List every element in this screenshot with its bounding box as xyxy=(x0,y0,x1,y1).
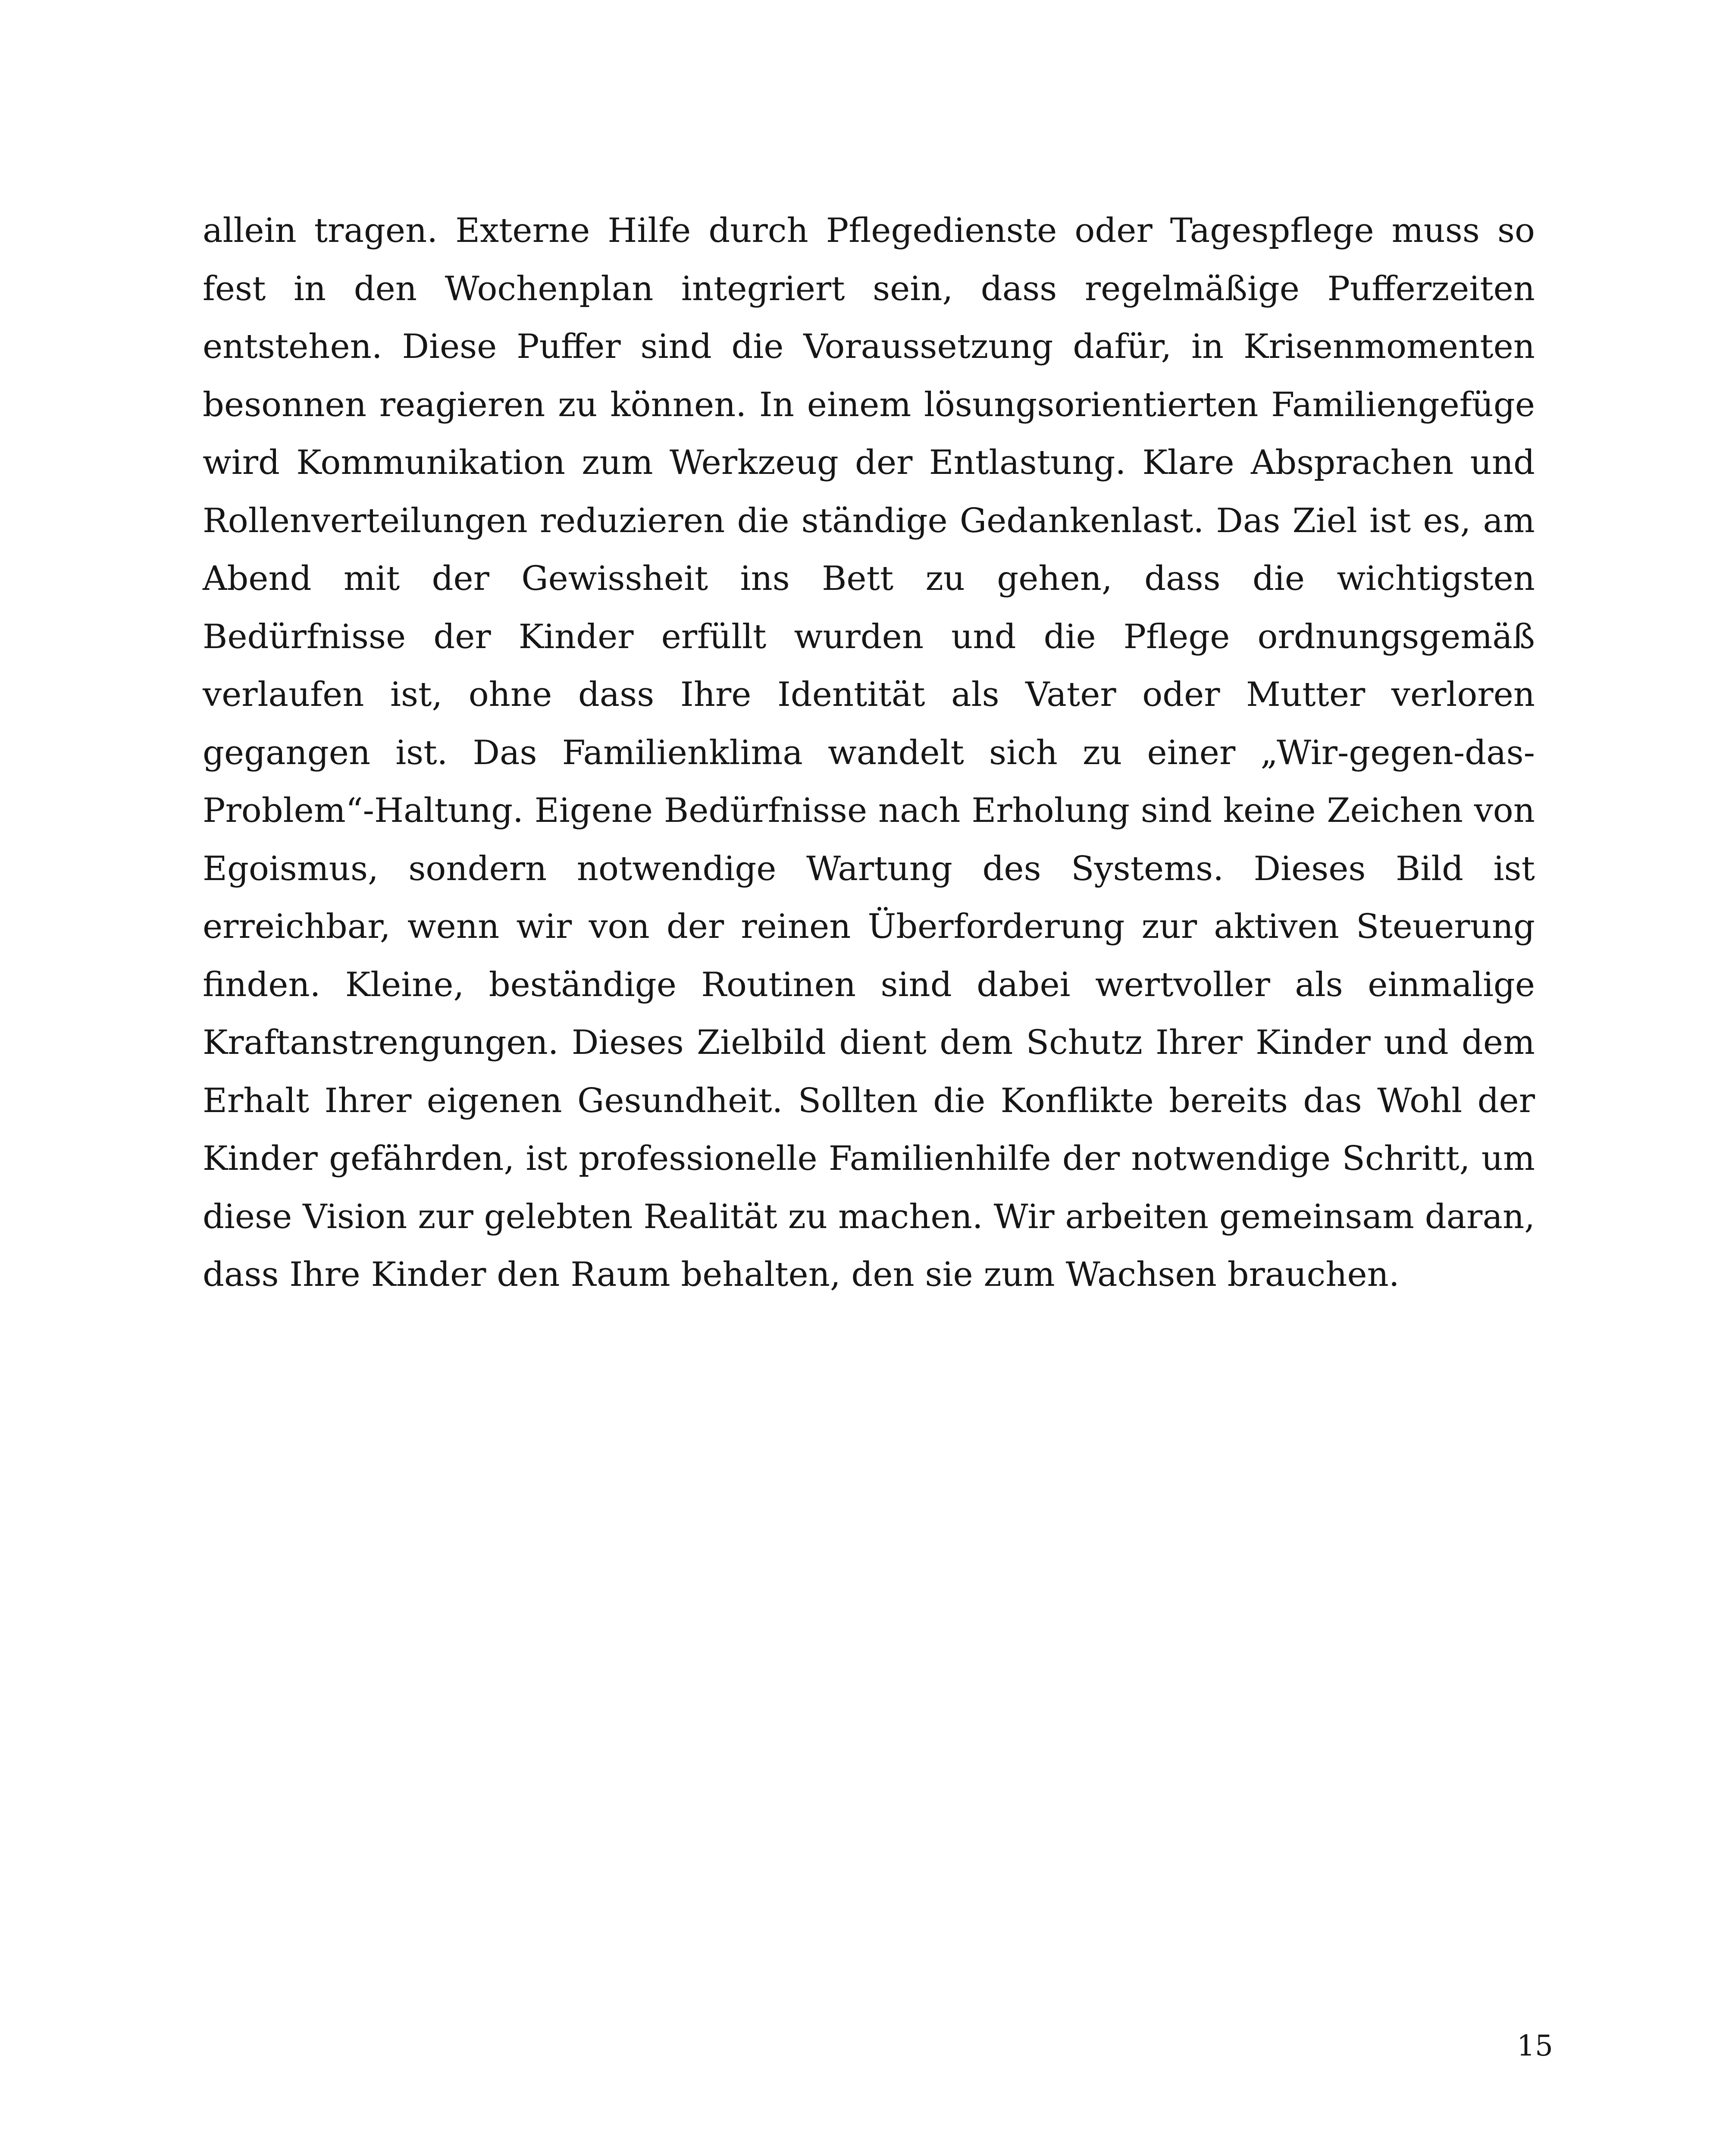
page-number: 15 xyxy=(1517,2029,1553,2062)
body-paragraph: allein tragen. Externe Hilfe durch Pflegedienste oder Tagespflege muss so fest in den Wochenplan integriert sein, dass regelmäßige Pufferzeiten entstehen. Diese Puffer sind die Voraussetzung dafür, in Krisenmomenten besonnen reagieren zu können. In einem lösungsorientierten Familiengefüge wird Kommunikation zum Werkzeug der Entlastung. Klare Absprachen und Rollenverteilungen reduzieren die ständige Gedankenlast. Das Ziel ist es, am Abend mit der Gewissheit ins Bett zu gehen, dass die wichtigsten Bedürfnisse der Kinder erfüllt wurden und die Pflege ordnungsgemäß verlaufen ist, ohne dass Ihre Identität als Vater oder Mutter verloren gegangen ist. Das Familienklima wandelt sich zu einer „Wir-gegen-das-Problem“-Haltung. Eigene Bedürfnisse nach Erholung sind keine Zeichen von Egoismus, sondern notwendige Wartung des Systems. Dieses Bild ist erreichbar, wenn wir von der reinen Überforderung zur aktiven Steuerung finden. Kleine, beständige Routinen sind dabei wertvoller als einmalige Kraftanstrengungen. Dieses Zielbild dient dem Schutz Ihrer Kinder und dem Erhalt Ihrer eigenen Gesundheit. Sollten die Konflikte bereits das Wohl der Kinder gefährden, ist professionelle Familienhilfe der notwendige Schritt, um diese Vision zur gelebten Realität zu machen. Wir arbeiten gemeinsam daran, dass Ihre Kinder den Raum behalten, den sie zum Wachsen brauchen. xyxy=(203,211,1535,1294)
